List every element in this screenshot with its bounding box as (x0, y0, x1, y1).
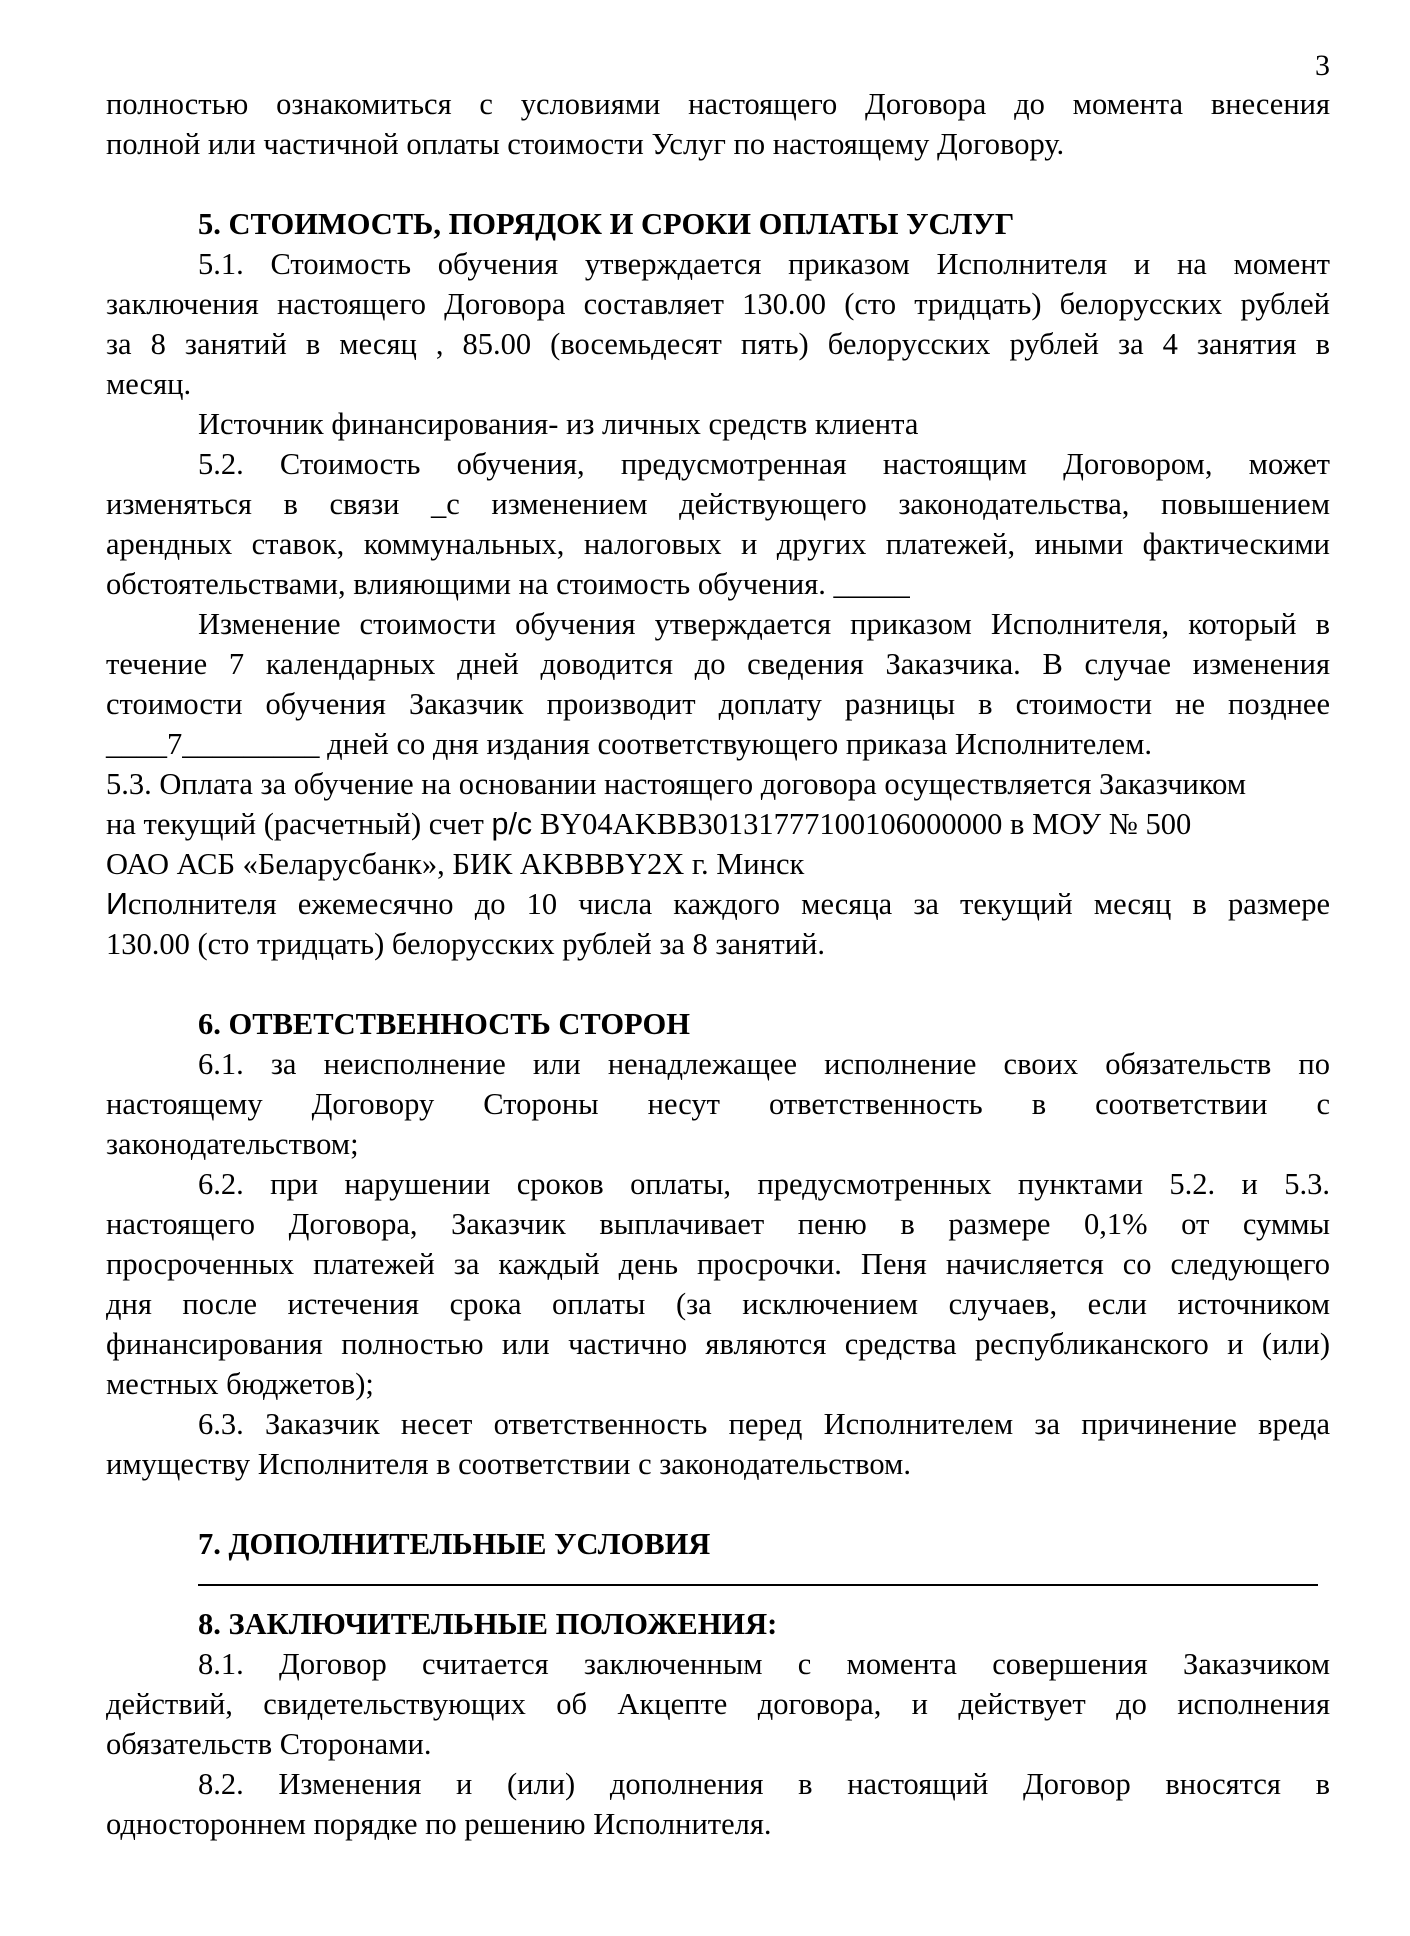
clause-8-2: одностороннем порядке по решению Исполнителя. (106, 1807, 772, 1841)
intro-line: полной или частичной оплаты стоимости Услуг по настоящему Договору. (106, 127, 1065, 161)
clause-8-2: 8.2. Изменения и (или) дополнения в настоящий Договор вносятся в (198, 1767, 1330, 1801)
clause-5-1: заключения настоящего Договора составляет 130.00 (сто тридцать) белорусских рублей (106, 287, 1330, 321)
blank-rule (198, 1584, 1318, 1586)
clause-5-2: 5.2. Стоимость обучения, предусмотренная настоящим Договором, может (198, 447, 1330, 481)
clause-5-3-text: на текущий (расчетный) счет (106, 807, 492, 841)
clause-5-3 (106, 804, 1330, 844)
clause-5-1: за 8 занятий в месяц , 85.00 (восемьдесят пять) белорусских рублей за 4 занятия в (106, 327, 1330, 361)
clause-5-2: изменяться в связи _с изменением действующего законодательства, повышением (106, 487, 1330, 521)
price-change: стоимости обучения Заказчик производит доплату разницы в стоимости не позднее (106, 687, 1330, 721)
initial-letter: И (106, 887, 128, 921)
section-7-heading: 7. ДОПОЛНИТЕЛЬНЫЕ УСЛОВИЯ (198, 1527, 711, 1561)
price-change: ____7_________ дней со дня издания соответствующего приказа Исполнителем. (106, 727, 1153, 761)
clause-6-2: дня после истечения срока оплаты (за исключением случаев, если источником (106, 1287, 1330, 1321)
funding-source: Источник финансирования- из личных средств клиента (198, 407, 919, 441)
spacer (106, 164, 1330, 204)
clause-5-3 (106, 884, 1330, 924)
clause-5-3: 130.00 (сто тридцать) белорусских рублей за 8 занятий. (106, 927, 825, 961)
spacer (106, 964, 1330, 1004)
clause-5-2: арендных ставок, коммунальных, налоговых и других платежей, иными фактическими (106, 527, 1330, 561)
price-change: течение 7 календарных дней доводится до сведения Заказчика. В случае изменения (106, 647, 1330, 681)
clause-6-2: настоящего Договора, Заказчик выплачивает пеню в размере 0,1% от суммы (106, 1207, 1330, 1241)
blank-line (106, 1564, 1330, 1604)
clause-6-3: 6.3. Заказчик несет ответственность перед Исполнителем за причинение вреда (198, 1407, 1330, 1441)
section-5-heading: 5. СТОИМОСТЬ, ПОРЯДОК И СРОКИ ОПЛАТЫ УСЛУГ (198, 207, 1015, 241)
clause-6-2: финансирования полностью или частично являются средства республиканского и (или) (106, 1327, 1330, 1361)
clause-6-1: 6.1. за неисполнение или ненадлежащее исполнение своих обязательств по (198, 1047, 1330, 1081)
clause-5-1: 5.1. Стоимость обучения утверждается приказом Исполнителя и на момент (198, 247, 1330, 281)
clause-8-1: 8.1. Договор считается заключенным с момента совершения Заказчиком (198, 1647, 1330, 1681)
price-change: Изменение стоимости обучения утверждается приказом Исполнителя, который в (198, 607, 1330, 641)
clause-6-3: имуществу Исполнителя в соответствии с законодательством. (106, 1447, 911, 1481)
section-8-heading: 8. ЗАКЛЮЧИТЕЛЬНЫЕ ПОЛОЖЕНИЯ: (198, 1607, 778, 1641)
clause-5-3-text: сполнителя ежемесячно до 10 числа каждого месяца за текущий месяц в размере (127, 887, 1330, 921)
page-number: 3 (1315, 49, 1330, 82)
clause-6-2: 6.2. при нарушении сроков оплаты, предусмотренных пунктами 5.2. и 5.3. (198, 1167, 1330, 1201)
clause-6-2: просроченных платежей за каждый день просрочки. Пеня начисляется со следующего (106, 1247, 1330, 1281)
clause-6-2: местных бюджетов); (106, 1367, 374, 1401)
clause-5-3: 5.3. Оплата за обучение на основании настоящего договора осуществляется Заказчиком (106, 767, 1247, 801)
spacer (106, 1484, 1330, 1524)
bank-details: ОАО АСБ «Беларусбанк», БИК AKBBBY2X г. Минск (106, 847, 805, 881)
clause-6-1: законодательством; (106, 1127, 359, 1161)
bank-account: BY04AKBB30131777100106000000 в МОУ № 500 (532, 807, 1192, 841)
document-body (106, 84, 1330, 1844)
section-6-heading: 6. ОТВЕТСТВЕННОСТЬ СТОРОН (198, 1007, 690, 1041)
clause-5-1: месяц. (106, 367, 192, 401)
clause-5-2: обстоятельствами, влияющими на стоимость обучения. _____ (106, 567, 910, 601)
clause-6-1: настоящему Договору Стороны несут ответственность в соответствии с (106, 1087, 1330, 1121)
clause-8-1: обязательств Сторонами. (106, 1727, 432, 1761)
clause-8-1: действий, свидетельствующих об Акцепте договора, и действует до исполнения (106, 1687, 1330, 1721)
account-abbrev: р/с (491, 807, 533, 841)
intro-line: полностью ознакомиться с условиями настоящего Договора до момента внесения (106, 87, 1330, 121)
